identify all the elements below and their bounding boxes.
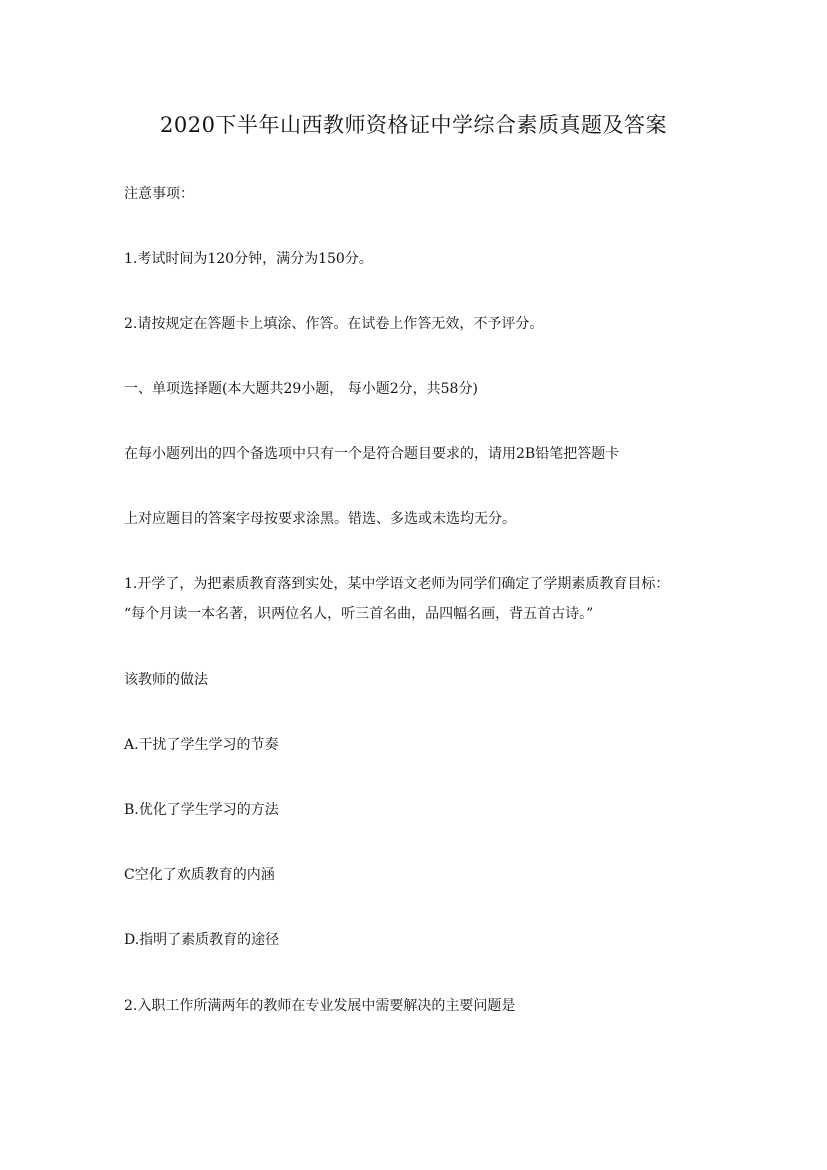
question-1-stem: 该教师的做法 [124,672,208,688]
notice-heading: 注意事项： [124,186,194,202]
question-2-line-1: 2.入职工作所满两年的教师在专业发展中需要解决的主要问题是 [124,998,516,1014]
question-1-option-a: A.干扰了学生学习的节奏 [124,737,279,753]
document-title: 2020下半年山西教师资格证中学综合素质真题及答案 [160,113,667,137]
question-1-line-1: 1.开学了，为把素质教育落到实处，某中学语文老师为同学们确定了学期素质教育目标： [124,576,670,592]
instruction-line-2: 上对应题目的答案字母按要求涂黑。错选、多选或未选均无分。 [124,511,516,527]
instruction-line-1: 在每小题列出的四个备选项中只有一个是符合题目要求的，请用2B铅笔把答题卡 [124,446,620,462]
question-1-option-c: C空化了欢质教育的内涵 [124,867,275,883]
question-1-option-d: D.指明了素质教育的途径 [124,932,280,948]
section-heading: 一、单项选择题(本大题共29小题， 每小题2分，共58分) [124,381,478,397]
question-1-line-2: “每个月读一本名著，识两位名人，听三首名曲，品四幅名画，背五首古诗。” [124,606,594,622]
notice-item-2: 2.请按规定在答题卡上填涂、作答。在试卷上作答无效，不予评分。 [124,316,544,332]
notice-item-1: 1.考试时间为120分钟，满分为150分。 [124,251,373,267]
question-1-option-b: B.优化了学生学习的方法 [124,802,279,818]
